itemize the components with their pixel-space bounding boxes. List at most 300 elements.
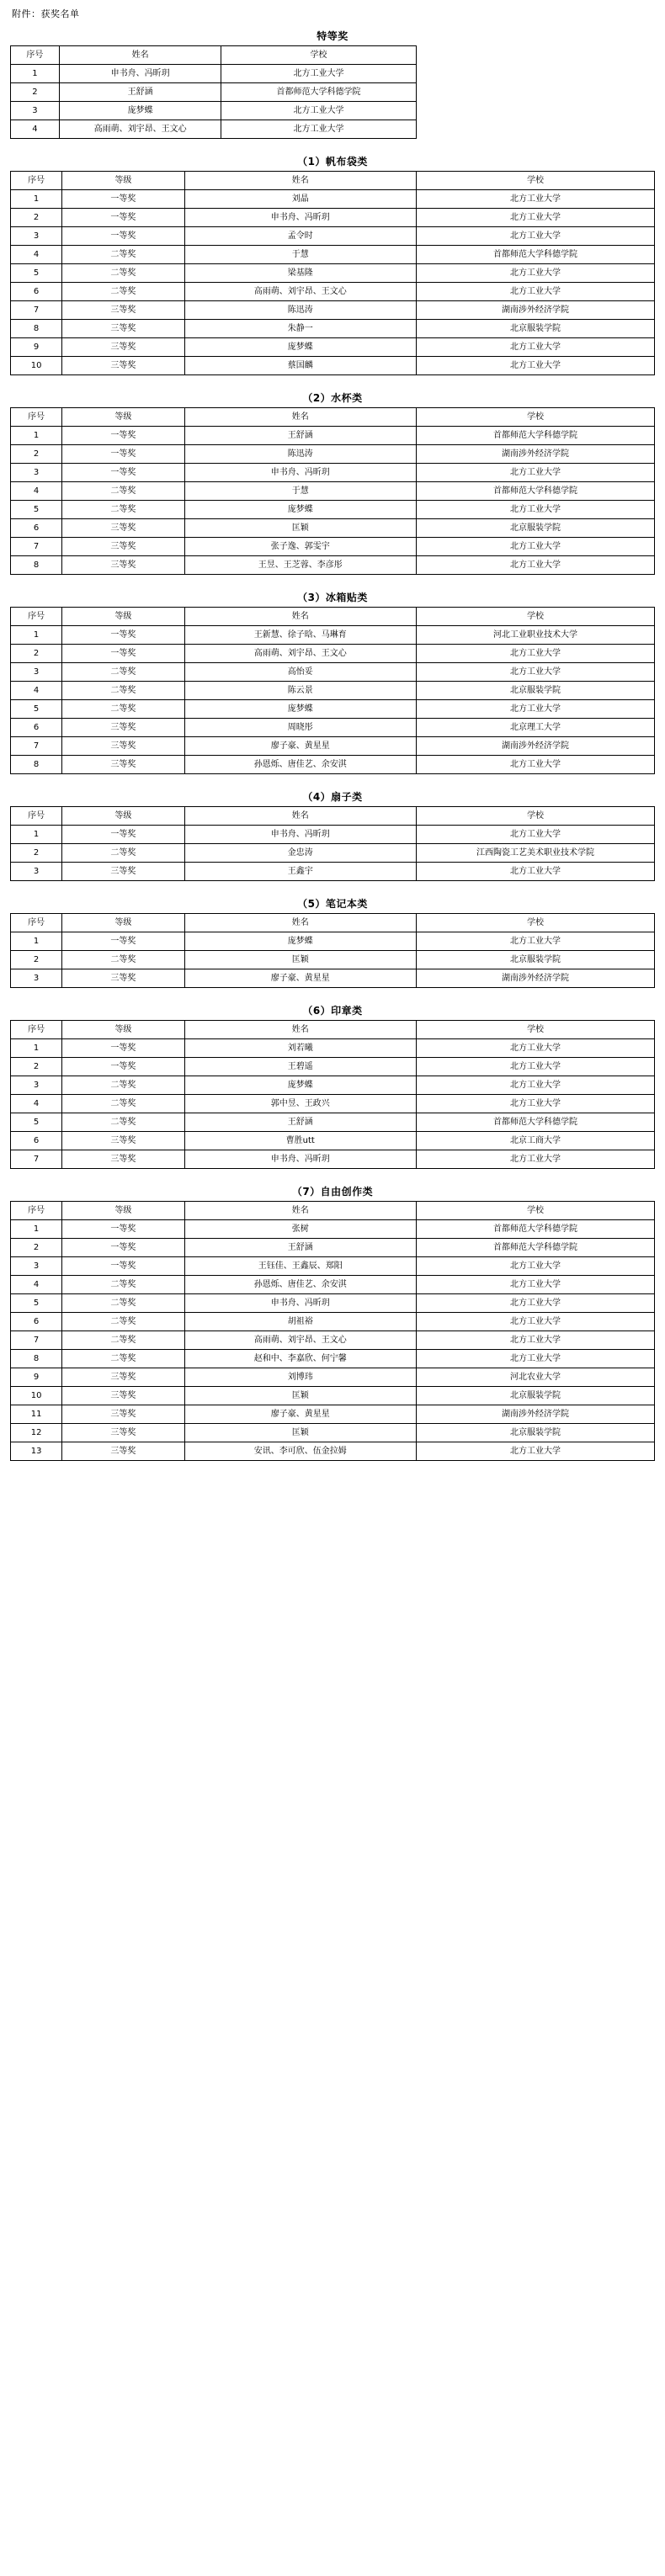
cell-no: 5 — [11, 1113, 62, 1132]
cell-name: 赵和中、李嘉欣、何宁馨 — [184, 1350, 416, 1368]
cell-no: 11 — [11, 1405, 62, 1424]
cell-no: 3 — [11, 464, 62, 482]
table-row — [11, 932, 655, 951]
cell-school: 北方工业大学 — [416, 1076, 654, 1095]
cell-level: 二等奖 — [62, 264, 184, 283]
attachment-label: 附件：获奖名单 — [12, 8, 80, 19]
cell-no: 3 — [11, 102, 60, 120]
award-section — [10, 789, 655, 881]
table-row — [11, 1294, 655, 1313]
cell-name: 匡颖 — [184, 951, 416, 969]
cell-name: 刘若曦 — [184, 1039, 416, 1058]
cell-no: 1 — [11, 190, 62, 209]
cell-level: 一等奖 — [62, 932, 184, 951]
cell-school: 北方工业大学 — [416, 209, 654, 227]
cell-name: 于慧 — [184, 246, 416, 264]
cell-school: 北方工业大学 — [416, 756, 654, 774]
table-row — [11, 1257, 655, 1276]
column-header-name: 姓名 — [184, 608, 416, 626]
award-table — [10, 806, 655, 881]
table-row — [11, 1076, 655, 1095]
cell-no: 2 — [11, 1058, 62, 1076]
table-header-row — [11, 408, 655, 427]
cell-level: 三等奖 — [62, 969, 184, 988]
table-row — [11, 969, 655, 988]
cell-level: 三等奖 — [62, 538, 184, 556]
table-row — [11, 1424, 655, 1442]
cell-level: 三等奖 — [62, 338, 184, 357]
cell-name: 匡颖 — [184, 1387, 416, 1405]
cell-name: 庞梦蝶 — [184, 338, 416, 357]
cell-no: 8 — [11, 1350, 62, 1368]
cell-school: 北京服装学院 — [416, 1424, 654, 1442]
award-section — [10, 1003, 655, 1169]
column-header-school: 学校 — [416, 408, 654, 427]
section-title: （2）水杯类 — [302, 392, 363, 404]
award-section — [10, 154, 655, 375]
table-row — [11, 626, 655, 645]
cell-level: 三等奖 — [62, 556, 184, 575]
cell-level: 三等奖 — [62, 1387, 184, 1405]
table-row — [11, 464, 655, 482]
cell-no: 6 — [11, 519, 62, 538]
cell-level: 二等奖 — [62, 246, 184, 264]
award-table — [10, 407, 655, 575]
cell-name: 梁基隆 — [184, 264, 416, 283]
cell-level: 一等奖 — [62, 1220, 184, 1239]
cell-name: 庞梦蝶 — [184, 932, 416, 951]
table-row — [11, 65, 417, 83]
section-title: 特等奖 — [317, 30, 348, 42]
cell-school: 湖南涉外经济学院 — [416, 969, 654, 988]
table-row — [11, 645, 655, 663]
cell-name: 曹胜utt — [184, 1132, 416, 1150]
table-row — [11, 1368, 655, 1387]
cell-name: 廖子豪、黄星星 — [184, 969, 416, 988]
table-row — [11, 190, 655, 209]
section-title: （5）笔记本类 — [297, 898, 368, 910]
cell-level: 一等奖 — [62, 1058, 184, 1076]
cell-school: 首都师范大学科德学院 — [221, 83, 416, 102]
cell-no: 4 — [11, 246, 62, 264]
award-table — [10, 1201, 655, 1461]
table-row — [11, 519, 655, 538]
cell-no: 8 — [11, 756, 62, 774]
table-row — [11, 1350, 655, 1368]
cell-school: 北方工业大学 — [416, 1350, 654, 1368]
table-row — [11, 301, 655, 320]
cell-no: 1 — [11, 826, 62, 844]
cell-level: 三等奖 — [62, 320, 184, 338]
column-header-level: 等级 — [62, 1021, 184, 1039]
cell-name: 高雨萌、刘宇昂、王文心 — [59, 120, 221, 139]
cell-name: 王舒涵 — [184, 427, 416, 445]
column-header-no: 序号 — [11, 1021, 62, 1039]
cell-school: 首都师范大学科德学院 — [416, 246, 654, 264]
cell-no: 4 — [11, 1276, 62, 1294]
cell-school: 北方工业大学 — [416, 1276, 654, 1294]
cell-name: 张子逸、郭雯宇 — [184, 538, 416, 556]
table-row — [11, 1387, 655, 1405]
cell-school: 首都师范大学科德学院 — [416, 1220, 654, 1239]
column-header-level: 等级 — [62, 408, 184, 427]
cell-level: 三等奖 — [62, 301, 184, 320]
table-row — [11, 826, 655, 844]
award-table — [10, 913, 655, 988]
table-row — [11, 501, 655, 519]
cell-school: 北方工业大学 — [416, 264, 654, 283]
cell-name: 刘博玮 — [184, 1368, 416, 1387]
cell-level: 三等奖 — [62, 1405, 184, 1424]
table-row — [11, 1405, 655, 1424]
cell-school: 首都师范大学科德学院 — [416, 427, 654, 445]
table-header-row — [11, 1202, 655, 1220]
table-row — [11, 1095, 655, 1113]
column-header-name: 姓名 — [184, 408, 416, 427]
cell-name: 申书舟、冯昕玥 — [184, 464, 416, 482]
cell-level: 二等奖 — [62, 1276, 184, 1294]
cell-no: 6 — [11, 1313, 62, 1331]
cell-level: 二等奖 — [62, 700, 184, 719]
cell-school: 北方工业大学 — [416, 1294, 654, 1313]
table-row — [11, 1442, 655, 1461]
cell-name: 廖子豪、黄星星 — [184, 1405, 416, 1424]
column-header-level: 等级 — [62, 807, 184, 826]
cell-level: 二等奖 — [62, 1331, 184, 1350]
cell-school: 首都师范大学科德学院 — [416, 1239, 654, 1257]
cell-level: 二等奖 — [62, 283, 184, 301]
cell-school: 北京工商大学 — [416, 1132, 654, 1150]
cell-no: 3 — [11, 863, 62, 881]
table-row — [11, 1132, 655, 1150]
column-header-school: 学校 — [416, 608, 654, 626]
cell-no: 12 — [11, 1424, 62, 1442]
award-section — [10, 390, 655, 575]
column-header-school: 学校 — [416, 1202, 654, 1220]
table-row — [11, 538, 655, 556]
cell-level: 一等奖 — [62, 464, 184, 482]
cell-school: 北方工业大学 — [416, 932, 654, 951]
cell-school: 湖南涉外经济学院 — [416, 1405, 654, 1424]
cell-no: 1 — [11, 1039, 62, 1058]
cell-no: 7 — [11, 737, 62, 756]
cell-level: 二等奖 — [62, 1113, 184, 1132]
cell-level: 二等奖 — [62, 682, 184, 700]
cell-level: 三等奖 — [62, 1150, 184, 1169]
column-header-level: 等级 — [62, 172, 184, 190]
table-header-row — [11, 807, 655, 826]
cell-name: 王钰佳、王鑫辰、郑阳 — [184, 1257, 416, 1276]
cell-no: 4 — [11, 682, 62, 700]
cell-level: 三等奖 — [62, 863, 184, 881]
cell-name: 王舒涵 — [184, 1113, 416, 1132]
cell-level: 一等奖 — [62, 209, 184, 227]
cell-level: 一等奖 — [62, 645, 184, 663]
cell-school: 北方工业大学 — [221, 102, 416, 120]
column-header-name: 姓名 — [59, 46, 221, 65]
cell-name: 庞梦蝶 — [184, 501, 416, 519]
cell-name: 王碧遥 — [184, 1058, 416, 1076]
cell-school: 湖南涉外经济学院 — [416, 737, 654, 756]
cell-school: 北京服装学院 — [416, 320, 654, 338]
cell-name: 匡颖 — [184, 1424, 416, 1442]
cell-name: 申书舟、冯昕玥 — [59, 65, 221, 83]
column-header-no: 序号 — [11, 608, 62, 626]
table-row — [11, 357, 655, 375]
table-header-row — [11, 46, 417, 65]
cell-level: 一等奖 — [62, 427, 184, 445]
column-header-name: 姓名 — [184, 1021, 416, 1039]
section-title: （4）扇子类 — [302, 791, 363, 803]
cell-school: 北方工业大学 — [416, 1331, 654, 1350]
cell-level: 三等奖 — [62, 737, 184, 756]
cell-no: 1 — [11, 1220, 62, 1239]
table-row — [11, 1113, 655, 1132]
table-row — [11, 102, 417, 120]
cell-school: 北方工业大学 — [416, 863, 654, 881]
cell-school: 北方工业大学 — [416, 538, 654, 556]
cell-name: 申书舟、冯昕玥 — [184, 826, 416, 844]
cell-level: 二等奖 — [62, 844, 184, 863]
award-table — [10, 1020, 655, 1169]
cell-no: 1 — [11, 932, 62, 951]
column-header-level: 等级 — [62, 1202, 184, 1220]
cell-level: 二等奖 — [62, 1350, 184, 1368]
cell-name: 孙恩烁、唐佳艺、余安淇 — [184, 756, 416, 774]
table-header-row — [11, 914, 655, 932]
cell-no: 9 — [11, 338, 62, 357]
column-header-school: 学校 — [221, 46, 416, 65]
table-row — [11, 1239, 655, 1257]
cell-level: 二等奖 — [62, 501, 184, 519]
column-header-no: 序号 — [11, 408, 62, 427]
cell-school: 北京服装学院 — [416, 951, 654, 969]
cell-name: 王舒涵 — [59, 83, 221, 102]
cell-name: 刘晶 — [184, 190, 416, 209]
cell-no: 1 — [11, 65, 60, 83]
column-header-no: 序号 — [11, 807, 62, 826]
table-row — [11, 1276, 655, 1294]
column-header-name: 姓名 — [184, 172, 416, 190]
cell-level: 一等奖 — [62, 190, 184, 209]
cell-level: 二等奖 — [62, 1294, 184, 1313]
cell-name: 金忠涛 — [184, 844, 416, 863]
cell-school: 北方工业大学 — [416, 1058, 654, 1076]
cell-level: 三等奖 — [62, 719, 184, 737]
cell-name: 申书舟、冯昕玥 — [184, 1150, 416, 1169]
cell-level: 三等奖 — [62, 519, 184, 538]
cell-school: 北方工业大学 — [416, 700, 654, 719]
cell-name: 王新慧、徐子晗、马琳育 — [184, 626, 416, 645]
cell-school: 北方工业大学 — [416, 645, 654, 663]
cell-no: 9 — [11, 1368, 62, 1387]
cell-school: 北京服装学院 — [416, 682, 654, 700]
cell-level: 三等奖 — [62, 1424, 184, 1442]
cell-level: 一等奖 — [62, 1039, 184, 1058]
cell-no: 7 — [11, 538, 62, 556]
cell-level: 二等奖 — [62, 1313, 184, 1331]
cell-name: 高怡妥 — [184, 663, 416, 682]
cell-school: 北方工业大学 — [416, 283, 654, 301]
cell-name: 王昱、王芝蓉、李彦彤 — [184, 556, 416, 575]
cell-level: 二等奖 — [62, 951, 184, 969]
cell-name: 庞梦蝶 — [184, 700, 416, 719]
cell-school: 北方工业大学 — [416, 1257, 654, 1276]
cell-no: 4 — [11, 120, 60, 139]
cell-no: 8 — [11, 320, 62, 338]
cell-school: 北方工业大学 — [416, 190, 654, 209]
cell-name: 陈云景 — [184, 682, 416, 700]
table-row — [11, 338, 655, 357]
column-header-name: 姓名 — [184, 807, 416, 826]
cell-level: 二等奖 — [62, 663, 184, 682]
cell-name: 王舒涵 — [184, 1239, 416, 1257]
cell-school: 北方工业大学 — [416, 338, 654, 357]
section-title: （3）冰箱贴类 — [297, 592, 368, 603]
cell-level: 二等奖 — [62, 1076, 184, 1095]
cell-no: 2 — [11, 645, 62, 663]
table-row — [11, 227, 655, 246]
cell-no: 1 — [11, 626, 62, 645]
table-row — [11, 1313, 655, 1331]
table-row — [11, 445, 655, 464]
cell-level: 三等奖 — [62, 1442, 184, 1461]
table-row — [11, 719, 655, 737]
cell-school: 北方工业大学 — [221, 120, 416, 139]
cell-school: 北方工业大学 — [416, 1313, 654, 1331]
table-row — [11, 737, 655, 756]
cell-level: 三等奖 — [62, 357, 184, 375]
cell-school: 湖南涉外经济学院 — [416, 445, 654, 464]
cell-school: 北方工业大学 — [416, 501, 654, 519]
cell-school: 北方工业大学 — [416, 1095, 654, 1113]
column-header-school: 学校 — [416, 1021, 654, 1039]
table-header-row — [11, 172, 655, 190]
cell-no: 13 — [11, 1442, 62, 1461]
table-header-row — [11, 608, 655, 626]
cell-no: 5 — [11, 1294, 62, 1313]
column-header-level: 等级 — [62, 914, 184, 932]
cell-school: 北方工业大学 — [416, 227, 654, 246]
cell-name: 匡颖 — [184, 519, 416, 538]
cell-no: 3 — [11, 227, 62, 246]
cell-level: 三等奖 — [62, 1368, 184, 1387]
award-section — [10, 29, 655, 139]
cell-no: 1 — [11, 427, 62, 445]
cell-school: 北方工业大学 — [221, 65, 416, 83]
table-row — [11, 682, 655, 700]
cell-no: 8 — [11, 556, 62, 575]
cell-no: 7 — [11, 1150, 62, 1169]
cell-level: 三等奖 — [62, 1132, 184, 1150]
cell-name: 廖子豪、黄星星 — [184, 737, 416, 756]
table-row — [11, 1331, 655, 1350]
column-header-no: 序号 — [11, 1202, 62, 1220]
table-row — [11, 264, 655, 283]
table-row — [11, 844, 655, 863]
column-header-school: 学校 — [416, 914, 654, 932]
cell-level: 一等奖 — [62, 1239, 184, 1257]
table-row — [11, 427, 655, 445]
cell-school: 首都师范大学科德学院 — [416, 482, 654, 501]
cell-name: 张树 — [184, 1220, 416, 1239]
cell-name: 高雨萌、刘宇昂、王文心 — [184, 645, 416, 663]
table-row — [11, 120, 417, 139]
cell-school: 北方工业大学 — [416, 663, 654, 682]
table-row — [11, 700, 655, 719]
column-header-name: 姓名 — [184, 1202, 416, 1220]
cell-level: 一等奖 — [62, 1257, 184, 1276]
table-row — [11, 1039, 655, 1058]
cell-school: 北方工业大学 — [416, 464, 654, 482]
cell-no: 7 — [11, 301, 62, 320]
cell-school: 北京服装学院 — [416, 1387, 654, 1405]
table-row — [11, 756, 655, 774]
column-header-no: 序号 — [11, 914, 62, 932]
cell-name: 庞梦蝶 — [59, 102, 221, 120]
cell-name: 庞梦蝶 — [184, 1076, 416, 1095]
cell-name: 高雨萌、刘宇昂、王文心 — [184, 283, 416, 301]
cell-name: 孙恩烁、唐佳艺、余安淇 — [184, 1276, 416, 1294]
cell-no: 3 — [11, 663, 62, 682]
cell-name: 周晓彤 — [184, 719, 416, 737]
section-title: （7）自由创作类 — [291, 1186, 374, 1198]
cell-name: 朱静一 — [184, 320, 416, 338]
cell-no: 7 — [11, 1331, 62, 1350]
cell-level: 二等奖 — [62, 482, 184, 501]
cell-school: 北方工业大学 — [416, 826, 654, 844]
cell-no: 5 — [11, 501, 62, 519]
cell-no: 5 — [11, 700, 62, 719]
cell-name: 陈迅涛 — [184, 301, 416, 320]
section-title: （6）印章类 — [302, 1005, 363, 1017]
award-table — [10, 607, 655, 774]
column-header-no: 序号 — [11, 46, 60, 65]
cell-school: 北京理工大学 — [416, 719, 654, 737]
cell-no: 6 — [11, 283, 62, 301]
cell-name: 王鑫宇 — [184, 863, 416, 881]
cell-no: 5 — [11, 264, 62, 283]
column-header-name: 姓名 — [184, 914, 416, 932]
cell-name: 高雨萌、刘宇昂、王文心 — [184, 1331, 416, 1350]
cell-school: 北方工业大学 — [416, 1150, 654, 1169]
cell-no: 4 — [11, 1095, 62, 1113]
table-row — [11, 1220, 655, 1239]
table-row — [11, 1058, 655, 1076]
cell-level: 一等奖 — [62, 626, 184, 645]
cell-no: 6 — [11, 1132, 62, 1150]
cell-no: 6 — [11, 719, 62, 737]
cell-no: 2 — [11, 83, 60, 102]
cell-no: 2 — [11, 209, 62, 227]
table-row — [11, 320, 655, 338]
cell-no: 10 — [11, 1387, 62, 1405]
table-row — [11, 83, 417, 102]
cell-no: 10 — [11, 357, 62, 375]
cell-name: 安讯、李可欣、伍金拉姆 — [184, 1442, 416, 1461]
cell-name: 胡祖裕 — [184, 1313, 416, 1331]
cell-school: 北京服装学院 — [416, 519, 654, 538]
cell-name: 郭中昱、王政兴 — [184, 1095, 416, 1113]
cell-school: 北方工业大学 — [416, 556, 654, 575]
column-header-level: 等级 — [62, 608, 184, 626]
sections-container — [10, 29, 655, 1461]
cell-name: 申书舟、冯昕玥 — [184, 1294, 416, 1313]
cell-level: 三等奖 — [62, 756, 184, 774]
cell-no: 3 — [11, 969, 62, 988]
table-row — [11, 663, 655, 682]
cell-school: 北方工业大学 — [416, 1442, 654, 1461]
